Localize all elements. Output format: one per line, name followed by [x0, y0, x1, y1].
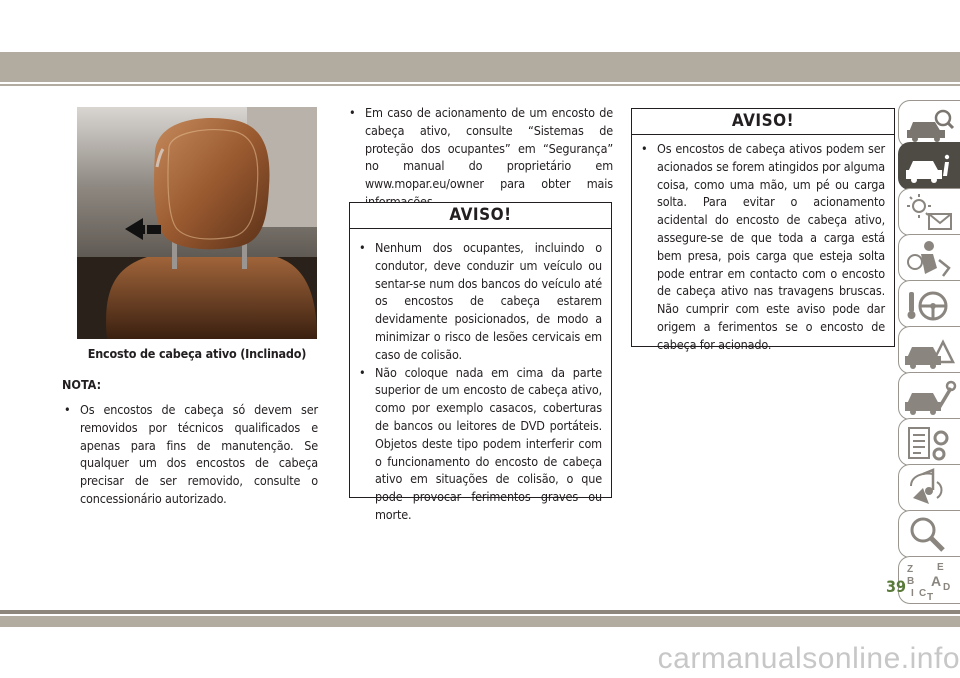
- warning-box-1: [349, 202, 612, 522]
- warning-light-message-icon: [903, 192, 957, 234]
- list-item: [359, 239, 602, 364]
- bullet-mark: •: [359, 240, 366, 255]
- index-letter: T: [927, 592, 934, 602]
- warning-title: AVISO!: [632, 109, 894, 135]
- alphabet-index-icon: [903, 560, 957, 602]
- note-label: NOTA:: [62, 377, 102, 392]
- note-bullet: [64, 401, 318, 508]
- car-search-icon: [903, 104, 957, 146]
- note-text: Os encostos de cabeça só devem ser removidos por técnicos qualificados e apenas para fins de manutenção. Se qualquer um dos encostos de cabeça precisar de ser removido, consulte o concessionário autorizado.: [80, 402, 318, 506]
- list-item: [359, 364, 602, 524]
- airbag-passenger-icon: [903, 238, 957, 280]
- activation-note: [349, 104, 613, 211]
- warning-text: Nenhum dos ocupantes, incluindo o condutor, deve conduzir um veículo ou sentar-se num dos bancos do veículo até os encostos de cabeça estarem devidamente posicionados, de modo a minimizar o risco de lesões cervicais em caso de colisão.: [375, 240, 602, 362]
- bullet-mark: •: [641, 141, 648, 156]
- multimedia-icon: [903, 468, 957, 510]
- header-rule: [0, 84, 960, 86]
- tab-car-info[interactable]: [898, 142, 960, 190]
- bullet-mark: •: [349, 105, 356, 120]
- bullet-mark: •: [359, 364, 366, 380]
- warning-text: Os encostos de cabeça ativos podem ser acionados se forem atingidos por alguma coisa, como uma mão, um pé ou carga solta. Para evitar o acionamento acidental do encosto de cabeça ativo, assegure-se de que toda a carga está bem presa, pois carga que esteja solta pode entrar em contacto com o encosto de cabeça ativo nas travagens bruscas. Não cumprir com este aviso pode dar origem a ferimentos se o encosto de cabeça for acionado.: [657, 141, 885, 352]
- tab-safety[interactable]: [898, 234, 960, 282]
- headrest-photo: [77, 107, 317, 339]
- footer-rule: [0, 610, 960, 614]
- activation-text: Em caso de acionamento de um encosto de cabeça ativo, consulte “Sistemas de proteção dos ocupantes” em “Segurança” no manual do proprietário em www.mopar.eu/owner para obter mais: [365, 105, 613, 192]
- index-letter: E: [937, 562, 944, 573]
- headrest-illustration: [77, 107, 317, 339]
- tab-search[interactable]: [898, 510, 960, 558]
- footer-band: [0, 616, 960, 627]
- index-letter: Z: [907, 564, 914, 575]
- index-letter: A: [931, 573, 942, 589]
- warning-box-2: [631, 108, 895, 352]
- index-letter: D: [943, 582, 951, 593]
- bullet-mark: •: [64, 402, 71, 417]
- figure-caption: Encosto de cabeça ativo (Inclinado): [87, 346, 307, 361]
- tab-index[interactable]: [898, 556, 960, 604]
- list-item: [64, 401, 318, 508]
- index-letter: I: [911, 588, 914, 599]
- tab-warning-lights[interactable]: [898, 188, 960, 236]
- warning-title: AVISO!: [350, 203, 611, 229]
- watermark: carmanualsonline.info: [657, 642, 960, 675]
- tab-specifications[interactable]: [898, 418, 960, 466]
- car-wrench-icon: [903, 376, 957, 418]
- spec-list-gear-icon: [903, 422, 957, 464]
- steering-wheel-icon: [903, 284, 957, 326]
- header-band: [0, 52, 960, 82]
- tab-multimedia[interactable]: [898, 464, 960, 512]
- car-info-icon: [903, 146, 957, 188]
- index-letter: B: [907, 576, 915, 587]
- list-item: [641, 140, 885, 354]
- list-item: [349, 104, 613, 211]
- tab-car-search[interactable]: [898, 100, 960, 148]
- car-warning-triangle-icon: [903, 330, 957, 372]
- tab-starting-driving[interactable]: [898, 280, 960, 328]
- warning-text: Não coloque nada em cima da parte superior de um encosto de cabeça ativo, como por exemplo casacos, coberturas de bancos ou leitores de DVD portáteis. Objetos deste tipo podem interferir com o funcionamento do encosto de cabeça ativo em situações de colisão, o que pode provocar ferimentos graves ou morte.: [375, 364, 602, 522]
- page-number: 39: [885, 577, 906, 596]
- tab-maintenance[interactable]: [898, 372, 960, 420]
- magnifier-icon: [903, 514, 957, 556]
- tab-emergency[interactable]: [898, 326, 960, 374]
- index-letter: C: [919, 588, 927, 599]
